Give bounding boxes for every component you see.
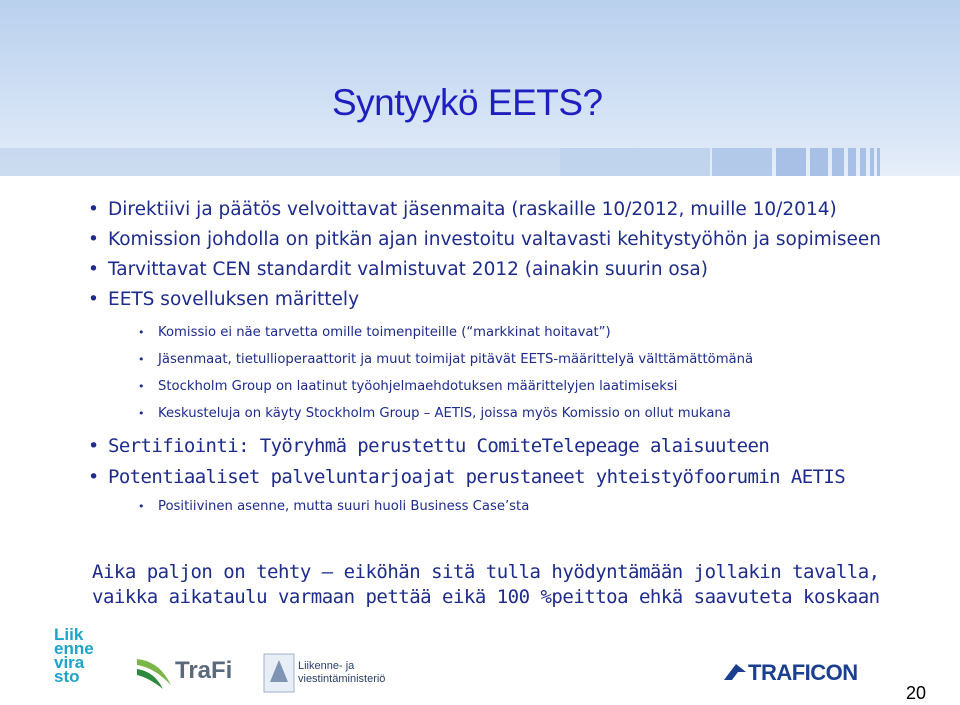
bullet-dot-icon: • [88, 229, 99, 250]
bullet-dot-icon: • [138, 500, 145, 513]
sub-bullet-text: Stockholm Group on laatinut työohjelmaehdotuksen määrittelyjen laatimiseksi [158, 379, 678, 394]
lvm-logo [262, 652, 392, 694]
bullet-text: Komission johdolla on pitkän ajan investoitu valtavasti kehitystyöhön ja sopimiseen [108, 229, 881, 250]
page-number: 20 [906, 683, 927, 703]
bullet-text: Potentiaaliset palveluntarjoajat perustaneet yhteistyöfoorumin AETIS [108, 466, 846, 488]
trafi-swoosh-icon [135, 655, 175, 691]
sub-bullet-text: Komissio ei näe tarvetta omille toimenpiteille (“markkinat hoitavat”) [158, 325, 611, 340]
bullet-text: Tarvittavat CEN standardit valmistuvat 2012 (ainakin suurin osa) [108, 259, 708, 280]
bullet-dot-icon: • [138, 326, 145, 339]
bullet-text: Sertifiointi: Työryhmä perustettu ComiteTelepeage alaisuuteen [108, 435, 770, 457]
sub-bullet-item [88, 378, 948, 396]
bullet-dot-icon: • [88, 466, 99, 488]
logo-text-line: Liik [54, 625, 84, 644]
bullet-dot-icon: • [88, 259, 99, 280]
lvm-text-line-2: viestintäministeriö [298, 673, 386, 685]
bullet-dot-icon: • [88, 199, 99, 220]
lvm-text-line-1: Liikenne- ja [298, 660, 355, 672]
traficon-logo-text: TRAFICON [748, 660, 858, 685]
slide-title: Syntyykö EETS? [332, 82, 603, 123]
sub-bullet-text: Keskusteluja on käyty Stockholm Group – AETIS, joissa myös Komissio on ollut mukana [158, 406, 731, 421]
bullet-dot-icon: • [138, 353, 145, 366]
liikennevirasto-logo [54, 625, 116, 686]
traficon-logo [722, 660, 882, 686]
trafi-logo-text: TraFi [175, 657, 233, 684]
logo-text-line: enne [54, 639, 94, 658]
trafi-logo [135, 655, 235, 691]
bullet-item [88, 288, 948, 312]
logo-text-line: vira [54, 653, 85, 672]
conclusion [92, 560, 880, 610]
sub-bullet-item [88, 498, 948, 516]
bullet-text: Direktiivi ja päätös velvoittavat jäsenmaita (raskaille 10/2012, muille 10/2014) [108, 199, 837, 220]
bullet-dot-icon: • [138, 407, 145, 420]
sub-bullet-item [88, 324, 948, 342]
bullet-text: EETS sovelluksen märittely [108, 289, 360, 310]
sub-bullet-item [88, 351, 948, 369]
logo-text-line: sto [54, 667, 80, 686]
conclusion-line-2: vaikka aikataulu varmaan pettää eikä 100 %peittoa ehkä saavuteta koskaan [92, 586, 880, 608]
decorative-stripe-bar [0, 148, 960, 176]
bullet-item [88, 228, 948, 252]
bullet-dot-icon: • [88, 435, 99, 457]
sub-bullet-text: Jäsenmaat, tietullioperaattorit ja muut toimijat pitävät EETS-määrittelyä välttämättömänä [158, 352, 754, 367]
conclusion-line-1: Aika paljon on tehty – eiköhän sitä tulla hyödyntämään jollakin tavalla, [92, 561, 880, 583]
bullet-dot-icon: • [138, 380, 145, 393]
slide-content [88, 198, 948, 525]
sub-bullet-text: Positiivinen asenne, mutta suuri huoli Business Case’sta [158, 499, 530, 514]
lvm-crest-icon [262, 652, 302, 694]
bullet-item [88, 258, 948, 282]
bullet-dot-icon: • [88, 289, 99, 310]
bullet-item [88, 464, 948, 490]
traficon-arrow-icon [722, 660, 748, 684]
bullet-item [88, 198, 948, 222]
sub-bullet-item [88, 405, 948, 423]
bullet-item [88, 433, 948, 459]
